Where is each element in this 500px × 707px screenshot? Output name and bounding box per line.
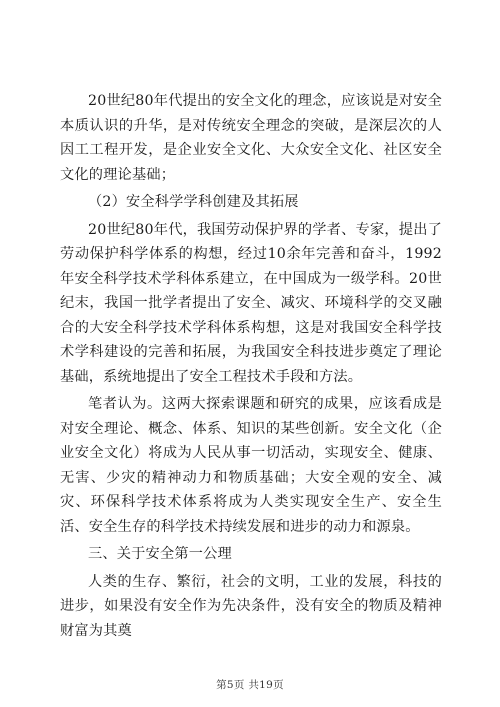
paragraph-discipline-history: 20世纪80年代，我国劳动保护界的学者、专家，提出了劳动保护科学体系的构想，经过10余年完善和奋斗，1992年安全科学技术学科体系建立，在中国成为一级学科。20世纪末，我国一批学者提出了安全、减灾、环境科学的交叉融合的大安全科学技术学科体系构想，这是对我国安全科学技术学科建设的完善和拓展，为我国安全科技进步奠定了理论基础，系统地提出了安全工程技术手段和方法。 [60, 221, 442, 385]
section-heading-axiom: 三、关于安全第一公理 [88, 546, 232, 562]
page-footer: 第5页 共19页 [216, 679, 284, 691]
paragraph-safety-culture-concept: 20世纪80年代提出的安全文化的理念，应该说是对安全本质认识的升华，是对传统安全理念的突破，是深层次的人因工工程开发，是企业安全文化、大众安全文化、社区安全文化的理论基础； [60, 93, 442, 183]
document-body [60, 89, 442, 646]
paragraph-author-view: 笔者认为。这两大探索课题和研究的成果，应该看成是对安全理论、概念、体系、知识的某些创新。安全文化（企业安全文化）将成为人民从事一切活动，实现安全、健康、无害、少灾的精神动力和物质基础；大安全观的安全、减灾、环保科学技术体系将成为人类实现安全生产、安全生活、安全生存的科学技术持续发展和进步的动力和源泉。 [60, 396, 442, 535]
paragraph-axiom-intro: 人类的生存、繁衍，社会的文明，工业的发展，科技的进步，如果没有安全作为先决条件，没有安全的物质及精神财富为其奠 [60, 573, 442, 639]
section-heading-discipline: （2）安全科学学科创建及其拓展 [88, 194, 299, 210]
